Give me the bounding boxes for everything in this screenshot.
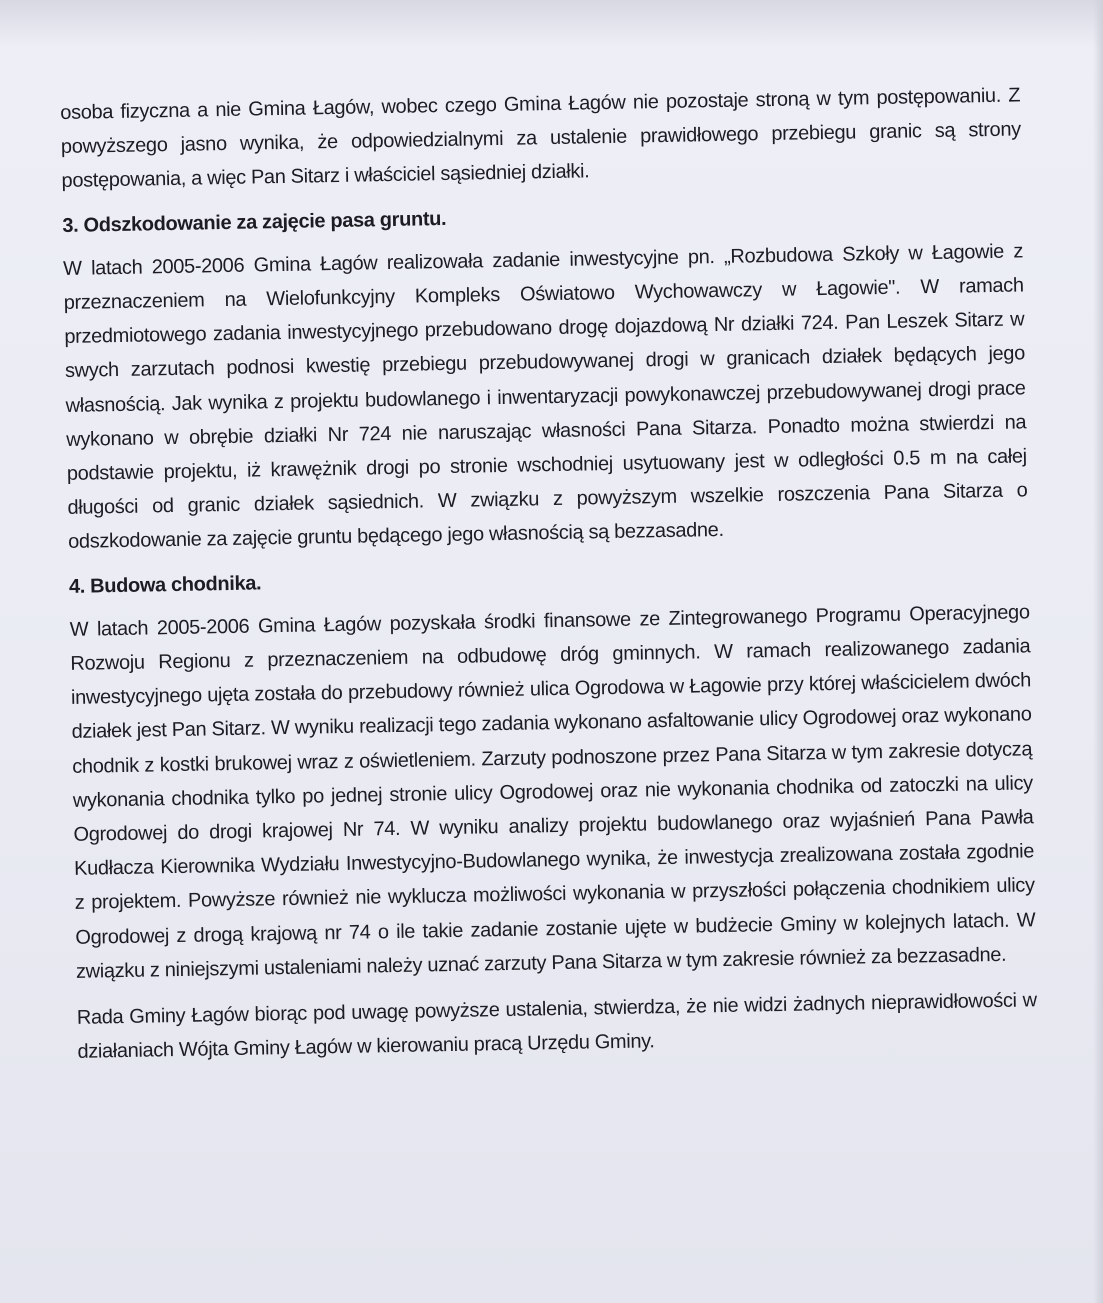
scan-shadow-top — [0, 0, 1103, 48]
paragraph-continuation: osoba fizyczna a nie Gmina Łagów, wobec czego Gmina Łagów nie pozostaje stroną w tym postępowaniu. Z powyższego jasno wynika, że odpowiedzialnymi za ustalenie prawidłowego przebiegu granic są strony postępowania, a więc Pan Sitarz i właściciel sąsiedniej działki. — [60, 84, 1021, 193]
document-page — [60, 78, 1041, 1235]
section-3-heading: 3. Odszkodowanie za zajęcie pasa gruntu. — [62, 207, 447, 237]
section-4-body: W latach 2005-2006 Gmina Łagów pozyskała środki finansowe ze Zintegrowanego Programu Operacyjnego Rozwoju Regionu z przeznaczeniem na odbudowę dróg gminnych. W ramach realizowanego zadania inwestycyjnego ujęta została do przebudowy również ulica Ogrodowa w Łagowie przy której właścicielem dwóch działek jest Pan Sitarz. W wyniku realizacji tego zadania wykonano asfaltowanie ulicy Ogrodowej oraz wykonano chodnik z kostki brukowej wraz z oświetleniem. Zarzuty podnoszone przez Pana Sitarza w tym zakresie dotyczą wykonania chodnika tylko po jednej stronie ulicy Ogrodowej oraz nie wykonania chodnika od zatoczki na ulicy Ogrodowej do drogi krajowej Nr 74. W wyniku analizy projektu budowlanego oraz wyjaśnień Pana Pawła Kudłacza Kierownika Wydziału Inwestycyjno-Budowlanego wynika, że inwestycja zrealizowana została zgodnie z projektem. Powyższe również nie wyklucza możliwości wykonania w przyszłości połączenia chodnikiem ulicy Ogrodowej z drogą krajową nr 74 o ile takie zadanie zostanie ujęte w budżecie Gminy w kolejnych latach. W związku z niniejszymi ustaleniami należy uznać zarzuty Pana Sitarza w tym zakresie również za bezzasadne. — [69, 601, 1036, 983]
section-3-body: W latach 2005-2006 Gmina Łagów realizowała zadanie inwestycyjne pn. „Rozbudowa Szkoły w Łagowie z przeznaczeniem na Wielofunkcyjny Kompleks Oświatowo Wychowawczy w Łagowie". W ramach przedmiotowego zadania inwestycyjnego przebudowano drogę dojazdową Nr działki 724. Pan Leszek Sitarz w swych zarzutach podnosi kwestię przebiegu przebudowywanej drogi w granicach działek będących jego własnością. Jak wynika z projektu budowlanego i inwentaryzacji powykonawczej przebudowywanej drogi prace wykonano w obrębie działki Nr 724 nie naruszając własności Pana Sitarza. Ponadto można stwierdzi na podstawie projektu, iż krawężnik drogi po stronie wschodniej usytuowany jest w odległości 0.5 m na całej długości od granic działek sąsiednich. W związku z powyższym wszelkie roszczenia Pana Sitarza o odszkodowanie za zajęcie gruntu będącego jego własnością są bezzasadne. — [62, 240, 1028, 554]
scan-shadow-right — [1093, 0, 1103, 1303]
section-4-heading: 4. Budowa chodnika. — [68, 572, 262, 598]
conclusion-paragraph: Rada Gminy Łagów biorąc pod uwagę powyższe ustalenia, stwierdza, że nie widzi żadnych nieprawidłowości w działaniach Wójta Gminy Łagów w kierowaniu pracą Urzędu Gminy. — [76, 989, 1037, 1064]
